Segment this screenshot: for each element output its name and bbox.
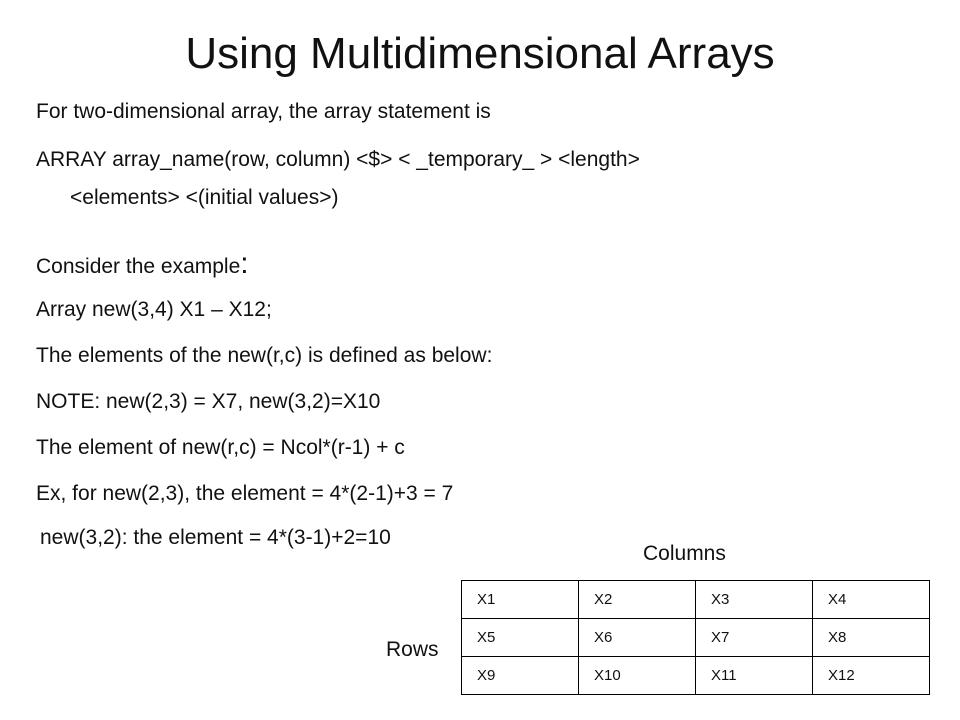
rows-label: Rows: [386, 638, 439, 661]
consider-colon: :: [240, 247, 249, 280]
grid-cell: X1: [462, 581, 579, 619]
consider-text: Consider the example: [36, 255, 241, 278]
grid-cell: X7: [696, 619, 813, 657]
grid-cell: X12: [813, 657, 930, 695]
example-line: Array new(3,4) X1 – X12;: [36, 298, 272, 321]
grid-cell: X10: [579, 657, 696, 695]
grid-cell: X5: [462, 619, 579, 657]
grid-cell: X11: [696, 657, 813, 695]
table-row: [462, 581, 930, 619]
elements-definition-line: The elements of the new(r,c) is defined as below:: [36, 344, 493, 367]
element-grid: [461, 580, 930, 695]
example-1-line: Ex, for new(2,3), the element = 4*(2-1)+3 = 7: [36, 482, 454, 505]
table-row: [462, 619, 930, 657]
intro-line: For two-dimensional array, the array statement is: [36, 100, 491, 123]
grid-cell: X8: [813, 619, 930, 657]
example-2-line: new(3,2): the element = 4*(3-1)+2=10: [40, 526, 391, 549]
grid-cell: X3: [696, 581, 813, 619]
slide-title: Using Multidimensional Arrays: [185, 29, 775, 78]
formula-line: The element of new(r,c) = Ncol*(r-1) + c: [36, 436, 405, 459]
syntax-line-1: ARRAY array_name(row, column) <$> < _temporary_ > <length>: [36, 148, 640, 171]
note-line: NOTE: new(2,3) = X7, new(3,2)=X10: [36, 390, 381, 413]
grid-cell: X6: [579, 619, 696, 657]
syntax-line-2: <elements> <(initial values>): [70, 186, 339, 209]
grid-cell: X4: [813, 581, 930, 619]
columns-label: Columns: [643, 542, 726, 565]
grid-cell: X2: [579, 581, 696, 619]
consider-line: [36, 247, 249, 281]
table-row: [462, 657, 930, 695]
grid-cell: X9: [462, 657, 579, 695]
